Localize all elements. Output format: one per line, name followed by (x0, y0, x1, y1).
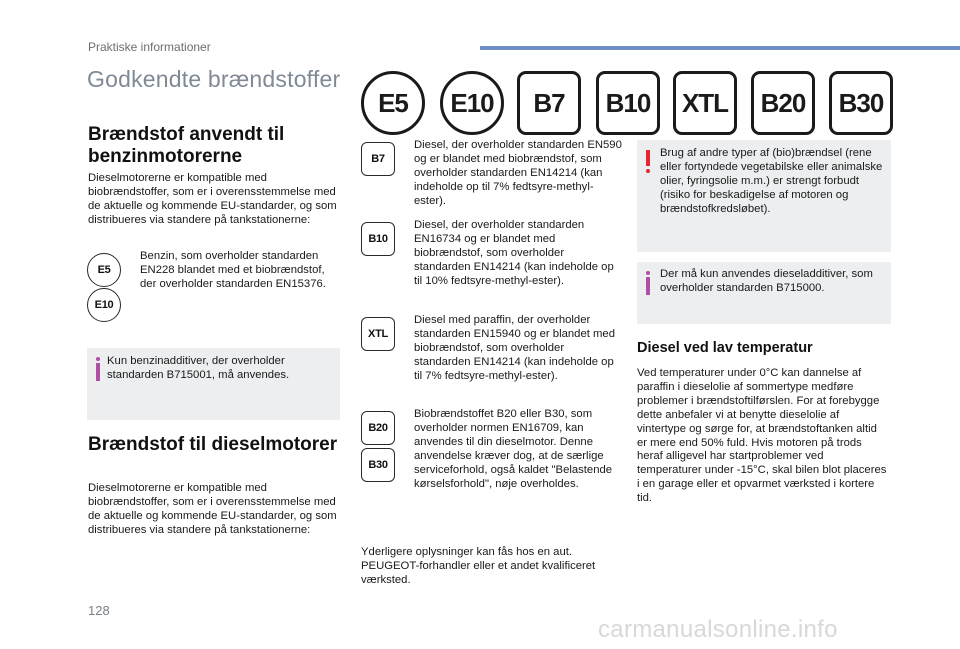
warning-note: Brug af andre typer af (bio)brændsel (rene eller fortyndede vegetabilske eller animalske olier, fyringsolie m.m.) er strengt forbudt (risiko for beskadigelse af motoren og brændstofkredsløbet). (660, 147, 883, 215)
fuel-badge-e5-small: E5 (87, 253, 121, 287)
diesel-additive-note: Der må kun anvendes dieseladditiver, som overholder standarden B715000. (660, 268, 873, 294)
diesel-intro: Dieselmotorerne er kompatible med biobrændstoffer, som er i overensstemmelse med de aktuelle og kommende EU-standarder, og som distribueres via standere på tankstationerne: (88, 482, 337, 536)
fuel-badge-b10: B10 (596, 71, 660, 135)
page-title: Godkendte brændstoffer (87, 66, 341, 92)
petrol-intro: Dieselmotorerne er kompatible med biobrændstoffer, som er i overensstemmelse med de aktuelle og kommende EU-standarder, og som distribueres via standere på tankstationerne: (88, 172, 337, 226)
header-divider-bar (480, 46, 960, 50)
fuel-badge-xtl: XTL (673, 71, 737, 135)
warning-icon (646, 150, 650, 174)
section-label: Praktiske informationer (88, 40, 211, 54)
fuel-badge-b20: B20 (751, 71, 815, 135)
petrol-additive-note-box (87, 348, 340, 420)
low-temp-heading: Diesel ved lav temperatur (637, 340, 813, 356)
page-number: 128 (88, 603, 110, 618)
petrol-heading: Brændstof anvendt til benzinmotorerne (88, 124, 285, 167)
diesel-additive-note-box (637, 262, 891, 324)
info-icon (96, 357, 100, 381)
fuel-badge-e10-small: E10 (87, 288, 121, 322)
fuel-badge-b10-small: B10 (361, 222, 395, 256)
watermark: carmanualsonline.info (598, 616, 838, 643)
petrol-fuels-description: Benzin, som overholder standarden EN228 blandet med et biobrændstof, der overholder standarden EN15376. (140, 250, 326, 290)
fuel-badge-b20-small: B20 (361, 411, 395, 445)
diesel-heading: Brændstof til dieselmotorer (88, 434, 338, 455)
warning-note-box (637, 140, 891, 252)
fuel-badge-e10: E10 (440, 71, 504, 135)
xtl-description: Diesel med paraffin, der overholder standarden EN15940 og er blandet med biobrændstof, som overholder standarden EN14214 (kan indeholde op til 7% fedtsyre-methyl-ester). (414, 314, 615, 382)
fuel-badge-e5: E5 (361, 71, 425, 135)
petrol-additive-note: Kun benzinadditiver, der overholder standarden B715001, må anvendes. (107, 355, 290, 381)
fuel-badge-b7-small: B7 (361, 142, 395, 176)
info-icon (646, 271, 650, 295)
low-temp-body: Ved temperaturer under 0°C kan dannelse af paraffin i dieselolie af sommertype medføre problemer i brændstoftilførslen. For at forebygge dette anbefaler vi at benytte dieselolie af vintertype og sørge for, at brændstoftanken altid er mere end 50% fuld. Hvis motoren på trods heraf alligevel har startproblemer ved temperaturer under -15°C, skal bilen blot placeres i en garage eller et opvarmet værksted i kortere tid. (637, 367, 887, 505)
fuel-badge-xtl-small: XTL (361, 317, 395, 351)
fuel-badge-b7: B7 (517, 71, 581, 135)
fuel-badge-b30: B30 (829, 71, 893, 135)
fuel-badge-b30-small: B30 (361, 448, 395, 482)
b20-b30-description: Biobrændstoffet B20 eller B30, som overholder normen EN16709, kan anvendes til din dieselmotor. Denne anvendelse kræver dog, at de særlige serviceforhold, også kaldet "Belastende kørselsforhold", nøje overholdes. (414, 408, 613, 490)
b7-description: Diesel, der overholder standarden EN590 og er blandet med biobrændstof, som overholder standarden EN14214 (kan indeholde op til 7% fedtsyre-methyl-ester). (414, 139, 622, 207)
more-info-text: Yderligere oplysninger kan fås hos en aut. PEUGEOT-forhandler eller et andet kvalificeret værksted. (361, 546, 596, 586)
b10-description: Diesel, der overholder standarden EN16734 og er blandet med biobrændstof, som overholder standarden EN14214 (kan indeholde op til 10% fedtsyre-methyl-ester). (414, 219, 614, 287)
